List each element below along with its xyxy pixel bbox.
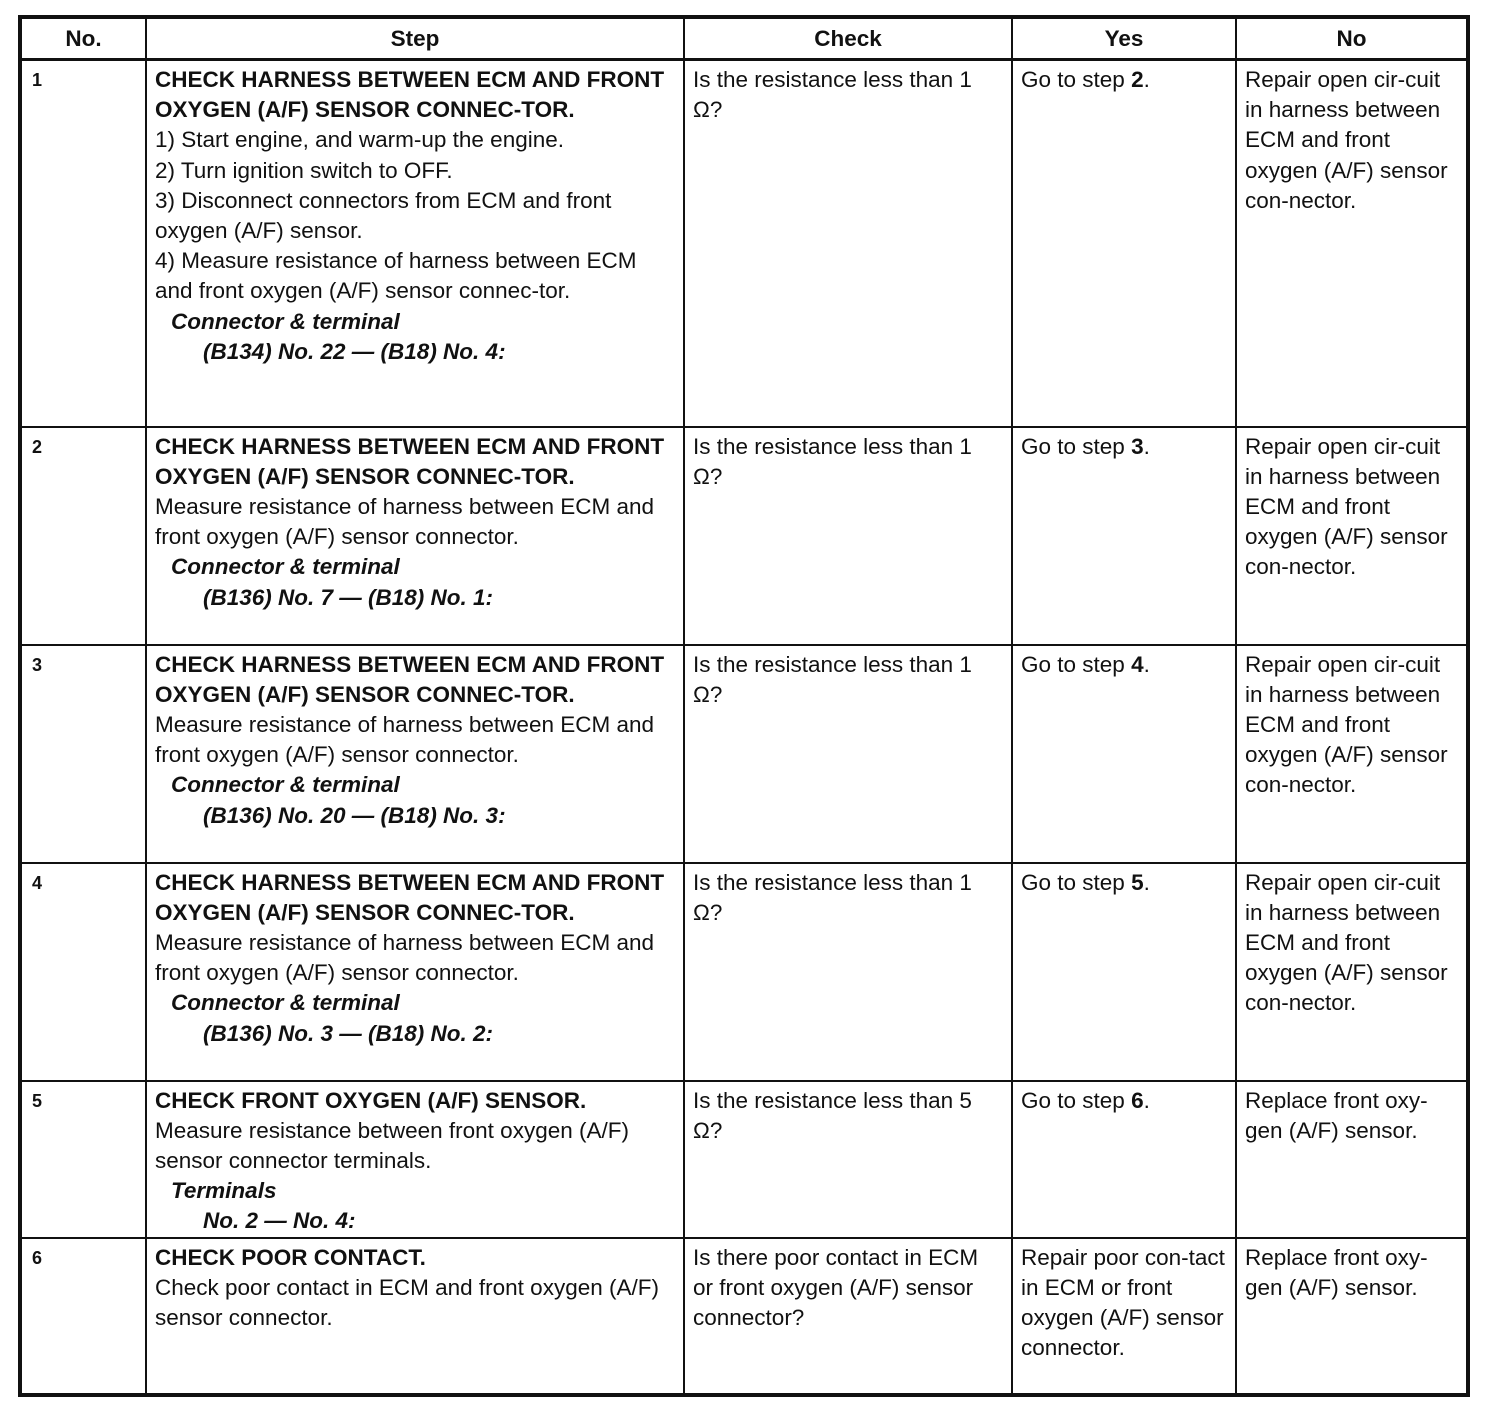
- terminal-label: Connector & terminal: [171, 554, 400, 580]
- table-row: [20, 645, 1468, 863]
- yes-cell: [1012, 1081, 1236, 1238]
- step-instruction: 1) Start engine, and warm-up the engine.: [155, 127, 564, 153]
- yes-suffix: .: [1143, 869, 1150, 895]
- table-row: [20, 427, 1468, 645]
- terminal-label: Connector & terminal: [171, 772, 400, 798]
- yes-cell: [1012, 1238, 1236, 1395]
- yes-cell: [1012, 427, 1236, 645]
- step-number: 4: [20, 863, 146, 1081]
- yes-step-number: 6: [1131, 1087, 1144, 1113]
- step-instruction: Measure resistance of harness between ECM and front oxygen (A/F) sensor connector.: [155, 493, 655, 550]
- yes-step-number: 3: [1131, 433, 1144, 459]
- terminal-value: (B136) No. 7 — (B18) No. 1:: [203, 584, 494, 610]
- step-title: CHECK FRONT OXYGEN (A/F) SENSOR.: [155, 1087, 587, 1113]
- header-yes: Yes: [1012, 17, 1236, 60]
- step-instruction: 3) Disconnect connectors from ECM and front oxygen (A/F) sensor.: [155, 187, 612, 244]
- diagnostic-procedure-page: [18, 15, 1466, 1397]
- table-row: [20, 1238, 1468, 1395]
- no-answer-cell: Replace front oxy-gen (A/F) sensor.: [1236, 1238, 1468, 1395]
- step-instruction: Measure resistance of harness between ECM and front oxygen (A/F) sensor connector.: [155, 711, 655, 768]
- step-title: CHECK HARNESS BETWEEN ECM AND FRONT OXYGEN (A/F) SENSOR CONNEC-TOR.: [155, 433, 665, 489]
- yes-text: Go to step: [1021, 433, 1132, 459]
- step-cell: [146, 863, 684, 1081]
- header-step: Step: [146, 17, 684, 60]
- step-title: CHECK POOR CONTACT.: [155, 1244, 426, 1270]
- step-title: CHECK HARNESS BETWEEN ECM AND FRONT OXYGEN (A/F) SENSOR CONNEC-TOR.: [155, 67, 665, 123]
- step-cell: [146, 427, 684, 645]
- check-cell: Is the resistance less than 1 Ω?: [684, 863, 1012, 1081]
- step-instruction: 2) Turn ignition switch to OFF.: [155, 157, 453, 183]
- step-cell: [146, 60, 684, 427]
- step-cell: [146, 645, 684, 863]
- yes-text: Go to step: [1021, 1087, 1132, 1113]
- no-answer-cell: Repair open cir-cuit in harness between ECM and front oxygen (A/F) sensor con-nector.: [1236, 863, 1468, 1081]
- step-number: 1: [20, 60, 146, 427]
- step-instruction: Check poor contact in ECM and front oxygen (A/F) sensor connector.: [155, 1274, 659, 1330]
- step-instruction: Measure resistance between front oxygen (A/F) sensor connector terminals.: [155, 1117, 629, 1173]
- no-answer-cell: Replace front oxy-gen (A/F) sensor.: [1236, 1081, 1468, 1238]
- yes-text: Go to step: [1021, 67, 1132, 92]
- yes-step-number: 2: [1131, 67, 1144, 92]
- no-answer-cell: Repair open cir-cuit in harness between ECM and front oxygen (A/F) sensor con-nector.: [1236, 645, 1468, 863]
- step-title: CHECK HARNESS BETWEEN ECM AND FRONT OXYGEN (A/F) SENSOR CONNEC-TOR.: [155, 651, 665, 707]
- table-row: [20, 60, 1468, 427]
- no-answer-cell: Repair open cir-cuit in harness between ECM and front oxygen (A/F) sensor con-nector.: [1236, 60, 1468, 427]
- step-number: 6: [20, 1238, 146, 1395]
- yes-suffix: .: [1143, 651, 1150, 677]
- yes-cell: [1012, 863, 1236, 1081]
- terminal-value: (B136) No. 3 — (B18) No. 2:: [203, 1020, 494, 1046]
- header-row: [20, 17, 1468, 60]
- table-body: [20, 60, 1468, 1395]
- yes-text: Go to step: [1021, 869, 1132, 895]
- yes-cell: [1012, 60, 1236, 427]
- check-cell: Is there poor contact in ECM or front oxygen (A/F) sensor connector?: [684, 1238, 1012, 1395]
- header-no: No.: [20, 17, 146, 60]
- no-answer-cell: Repair open cir-cuit in harness between ECM and front oxygen (A/F) sensor con-nector.: [1236, 427, 1468, 645]
- check-cell: Is the resistance less than 1 Ω?: [684, 427, 1012, 645]
- diagnostic-table: [18, 15, 1470, 1397]
- yes-suffix: .: [1143, 1087, 1150, 1113]
- step-instruction: Measure resistance of harness between ECM and front oxygen (A/F) sensor connector.: [155, 929, 655, 986]
- terminal-value: (B134) No. 22 — (B18) No. 4:: [203, 338, 506, 364]
- yes-text: Go to step: [1021, 651, 1132, 677]
- yes-suffix: .: [1143, 433, 1150, 459]
- check-cell: Is the resistance less than 5 Ω?: [684, 1081, 1012, 1238]
- step-title: CHECK HARNESS BETWEEN ECM AND FRONT OXYGEN (A/F) SENSOR CONNEC-TOR.: [155, 869, 665, 925]
- terminal-label: Connector & terminal: [171, 990, 400, 1016]
- step-number: 3: [20, 645, 146, 863]
- yes-cell: [1012, 645, 1236, 863]
- terminal-label: Terminals: [171, 1178, 277, 1204]
- yes-step-number: 5: [1131, 869, 1144, 895]
- header-no-answer: No: [1236, 17, 1468, 60]
- table-row: [20, 1081, 1468, 1238]
- check-cell: Is the resistance less than 1 Ω?: [684, 645, 1012, 863]
- step-number: 2: [20, 427, 146, 645]
- check-cell: Is the resistance less than 1 Ω?: [684, 60, 1012, 427]
- terminal-value: No. 2 — No. 4:: [203, 1208, 356, 1234]
- step-instruction: 4) Measure resistance of harness between ECM and front oxygen (A/F) sensor connec-tor.: [155, 248, 637, 304]
- yes-step-number: 4: [1131, 651, 1144, 677]
- yes-text: Repair poor con-tact in ECM or front oxygen (A/F) sensor connector.: [1021, 1244, 1225, 1361]
- header-check: Check: [684, 17, 1012, 60]
- step-cell: [146, 1238, 684, 1395]
- step-number: 5: [20, 1081, 146, 1238]
- table-row: [20, 863, 1468, 1081]
- terminal-value: (B136) No. 20 — (B18) No. 3:: [203, 802, 506, 828]
- yes-suffix: .: [1143, 67, 1150, 92]
- terminal-label: Connector & terminal: [171, 308, 400, 334]
- step-cell: [146, 1081, 684, 1238]
